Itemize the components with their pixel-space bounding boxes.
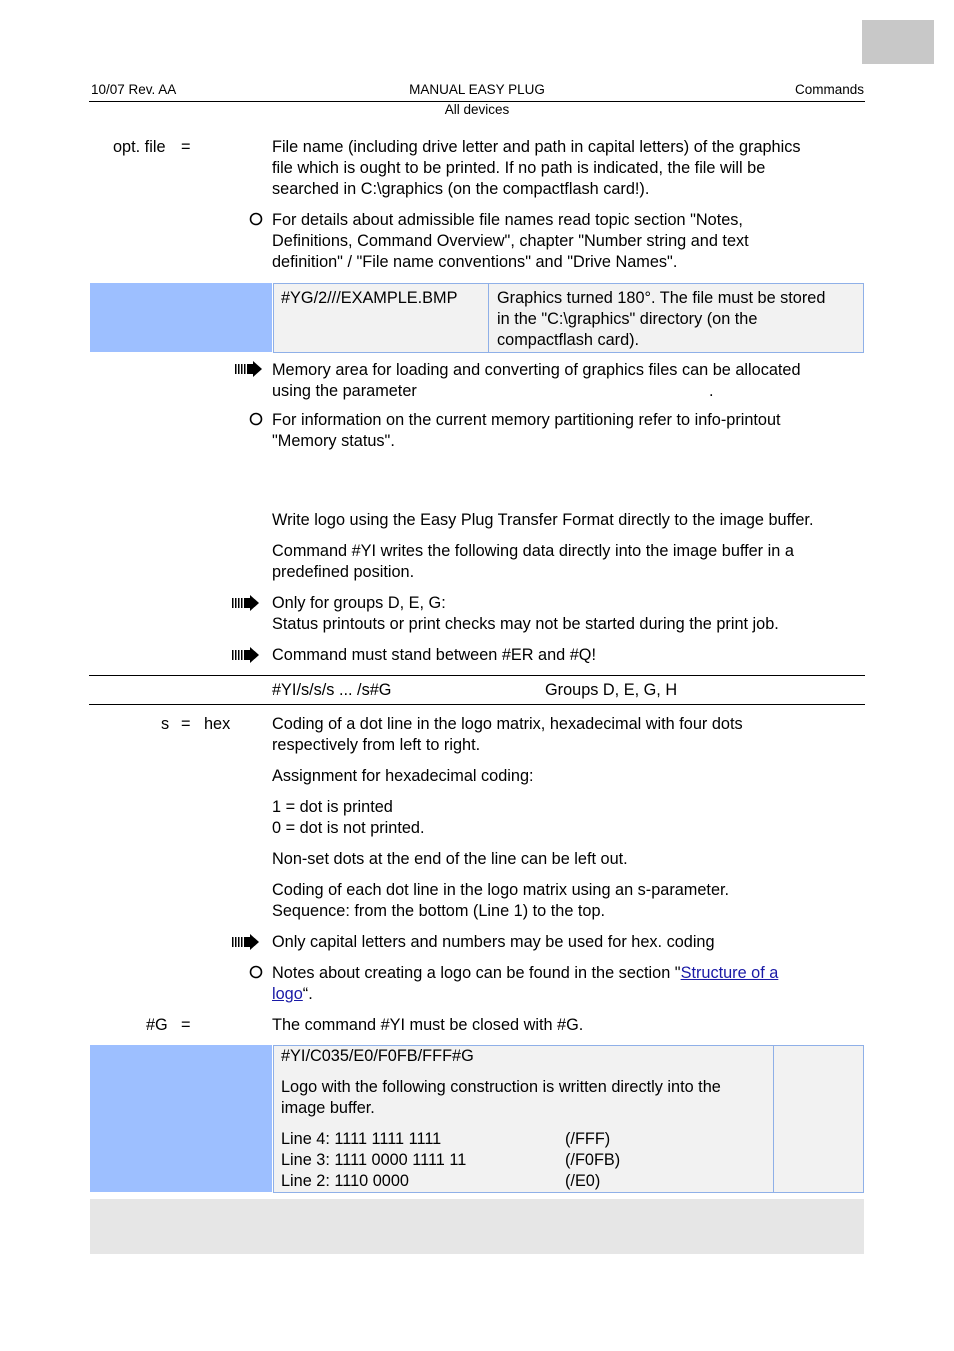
logo-line-code: (/F0FB): [565, 1151, 621, 1169]
param-eq: =: [181, 715, 191, 733]
note-filenames: For details about admissible file names read topic section "Notes, Definitions, Command Overview", chapter "Number string and text definition" / "File name conventions" and "Drive Names".: [272, 211, 749, 271]
header-sub: All devices: [444, 102, 510, 117]
logo-link[interactable]: logo: [272, 985, 303, 1003]
example-command: #YG/2///EXAMPLE.BMP: [281, 289, 458, 307]
param-eq: =: [181, 138, 191, 156]
hint-arrow-icon: [231, 647, 261, 663]
nonset-note: Non-set dots at the end of the line can be left out.: [272, 850, 628, 868]
hex-assignment: Assignment for hexadecimal coding:: [272, 767, 534, 785]
footer-bar: [90, 1199, 864, 1254]
example-label-box: [90, 283, 272, 352]
param-label-s: s: [161, 715, 170, 733]
structure-link[interactable]: Structure of a: [680, 964, 779, 982]
logo-line-label: Line 4: 1111 1111 1111: [281, 1130, 442, 1148]
note-memory-status: For information on the current memory partitioning refer to info-printout "Memory status".: [272, 411, 781, 450]
example-label-box: [90, 1045, 272, 1192]
syntax-groups: Groups D, E, G, H: [545, 681, 678, 699]
logo-line-list: [281, 1129, 761, 1192]
example-description: Logo with the following construction is written directly into the image buffer.: [281, 1078, 721, 1117]
header-center: MANUAL EASY PLUG: [409, 82, 545, 97]
syntax-rule-top: [89, 675, 865, 676]
hint-capital-letters: Only capital letters and numbers may be used for hex. coding: [272, 933, 715, 951]
syntax-rule-bottom: [89, 704, 865, 705]
hint-groups: Only for groups D, E, G: Status printouts or print checks may not be started during the print job.: [272, 594, 779, 633]
hint-memory: Memory area for loading and converting of graphics files can be allocated using the parameter .: [272, 361, 801, 400]
syntax: #YI/s/s/s ... /s#G: [272, 681, 392, 699]
logo-line-label: Line 2: 1110 0000: [281, 1172, 409, 1190]
corner-tab: [862, 20, 934, 64]
header-left: 10/07 Rev. AA: [91, 82, 177, 97]
param-label-g: #G: [146, 1016, 168, 1034]
circle-note-icon: [245, 211, 275, 227]
logo-line-code: (/E0): [565, 1172, 601, 1190]
coding-note: Coding of each dot line in the logo matrix using an s-parameter. Sequence: from the bottom (Line 1) to the top.: [272, 881, 730, 920]
circle-note-icon: [245, 964, 275, 980]
g-description: The command #YI must be closed with #G.: [272, 1016, 584, 1034]
param-type: hex: [204, 715, 231, 733]
logo-line-code: (/FFF): [565, 1130, 611, 1148]
hint-arrow-icon: [234, 361, 264, 377]
s-description: Coding of a dot line in the logo matrix, hexadecimal with four dots respectively from left to right.: [272, 715, 743, 754]
hint-stand-between: Command must stand between #ER and #Q!: [272, 646, 596, 664]
dot-legend: 1 = dot is printed 0 = dot is not printed.: [272, 798, 425, 837]
example-command: #YI/C035/E0/F0FB/FFF#G: [281, 1047, 474, 1065]
hint-arrow-icon: [231, 934, 261, 950]
note-logo-structure: Notes about creating a logo can be found in the section "Structure of a logo“.: [272, 964, 779, 1003]
logo-line-label: Line 3: 1111 0000 1111 11: [281, 1151, 467, 1169]
param-desc: File name (including drive letter and path in capital letters) of the graphics file which is ought to be printed. If no path is indicated, the file will be searched in C:\graphics (on the compactflash card!).: [272, 138, 801, 198]
param-label-opt-file: opt. file: [113, 138, 166, 156]
yi-description: Command #YI writes the following data directly into the image buffer in a predefined position.: [272, 542, 794, 581]
header-right: Commands: [794, 82, 864, 97]
param-eq: =: [181, 1016, 191, 1034]
circle-note-icon: [245, 411, 275, 427]
example-description: Graphics turned 180°. The file must be stored in the "C:\graphics" directory (on the compactflash card).: [497, 289, 826, 349]
hint-arrow-icon: [231, 595, 261, 611]
example-side-cell: [773, 1045, 864, 1193]
yi-intro: Write logo using the Easy Plug Transfer Format directly to the image buffer.: [272, 511, 814, 529]
